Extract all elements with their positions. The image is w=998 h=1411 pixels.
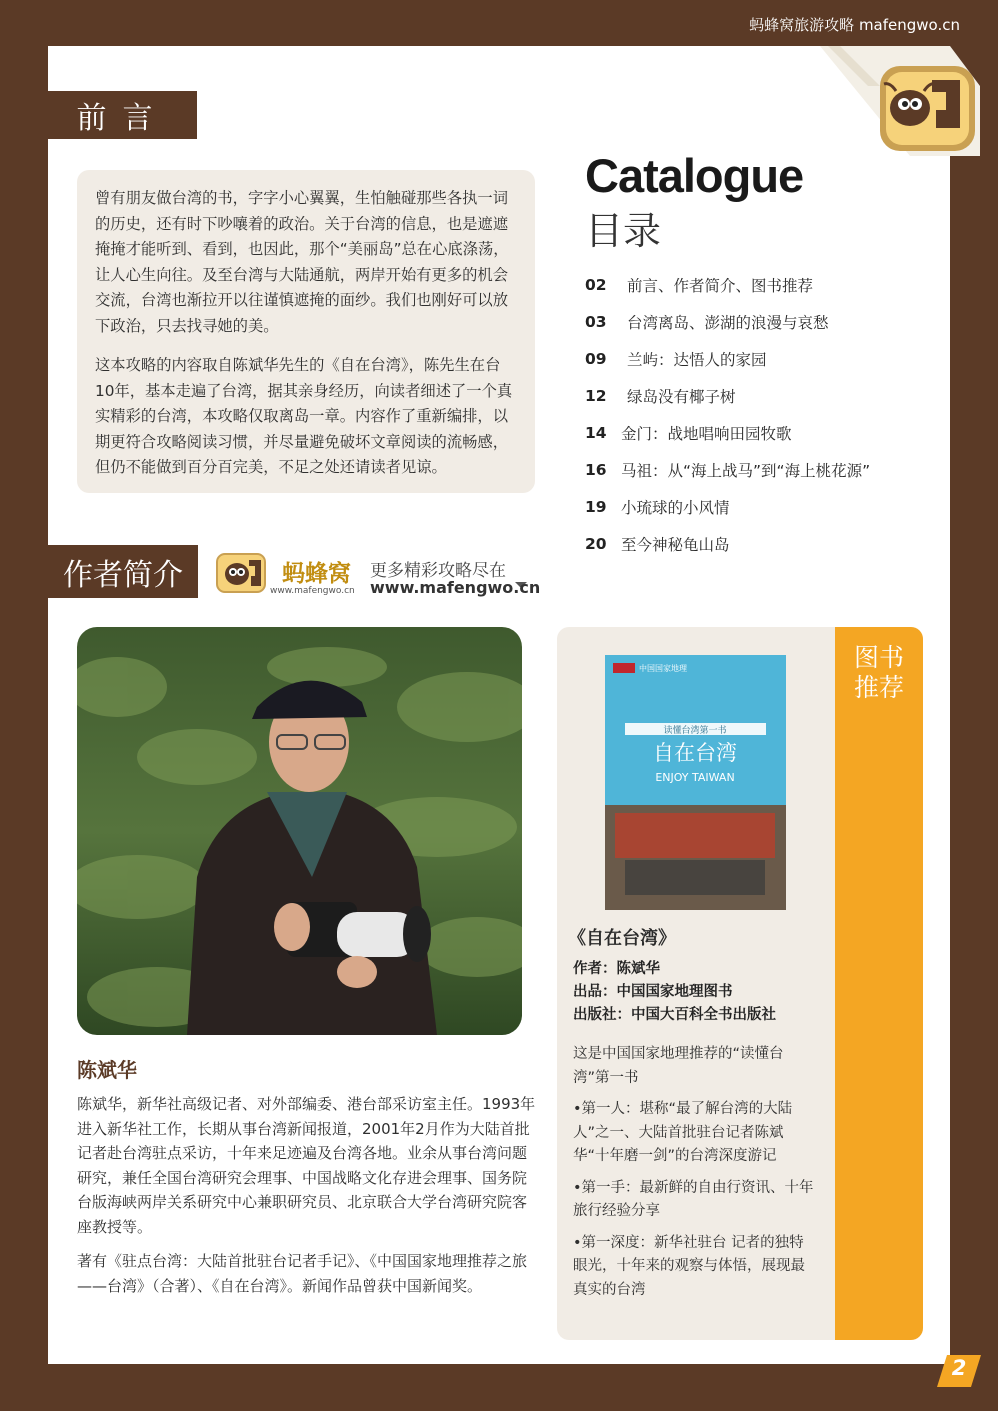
book-panel-label-line1: 图书 — [853, 643, 904, 672]
book-panel-strip — [835, 627, 923, 1340]
page-number: 2 — [951, 1356, 967, 1380]
catalogue-item-title: 马祖：从“海上战马”到“海上桃花源” — [621, 462, 871, 480]
catalogue-title-cn: 目录 — [585, 209, 662, 253]
catalogue-item[interactable] — [585, 458, 870, 482]
book-panel-label — [835, 643, 923, 703]
promo-url[interactable]: www.mafengwo.cn — [370, 578, 541, 597]
preface-heading: 前言 — [48, 91, 197, 139]
book-cover-title: 自在台湾 — [653, 741, 737, 765]
catalogue-item-title: 前言、作者简介、图书推荐 — [627, 277, 814, 295]
book-meta — [573, 958, 833, 1027]
catalogue-item-title: 金门：战地唱响田园牧歌 — [621, 425, 792, 443]
author-heading: 作者简介 — [48, 545, 198, 598]
catalogue-item-page: 19 — [585, 498, 607, 516]
promo-brand[interactable]: 蚂蜂窝 — [282, 561, 351, 587]
catalogue-item-title: 绿岛没有椰子树 — [627, 388, 736, 406]
book-description-item: •第一深度：新华社驻台 记者的独特眼光，十年来的观察与体悟，展现最真实的台湾 — [573, 1234, 805, 1298]
book-description-item: •第一手：最新鲜的自由行资讯、十年旅行经验分享 — [573, 1179, 814, 1219]
book-panel-label-line2: 推荐 — [853, 673, 904, 702]
catalogue-item-title: 至今神秘龟山岛 — [621, 536, 730, 554]
book-cover-publisher: 中国国家地理 — [639, 664, 687, 673]
catalogue-item-title: 小琉球的小风情 — [621, 499, 730, 517]
author-bio — [77, 1092, 537, 1308]
book-producer: 出品：中国国家地理图书 — [573, 984, 733, 1000]
catalogue-item-page: 16 — [585, 461, 607, 479]
preface-paragraph-1: 曾有朋友做台湾的书，字字小心翼翼，生怕触碰那些各执一词的历史，还有时下吵嚷着的政治。关于台湾的信息，也是遮遮掩掩才能听到、看到，也因此，那个“美丽岛”总在心底涤荡，让人心生向往。及至台湾与大陆通航，两岸开始有更多的机会交流，台湾也渐拉开以往谨慎遮掩的面纱。我们也刚好可以放下政治，只去找寻她的美。 — [95, 189, 509, 335]
catalogue-item[interactable] — [585, 384, 736, 408]
preface-paragraph-2: 这本攻略的内容取自陈斌华先生的《自在台湾》，陈先生在台10年，基本走遍了台湾，据其亲身经历，向读者细述了一个真实精彩的台湾，本攻略仅取离岛一章。内容作了重新编排，以期更符合攻略阅读习惯，并尽量避免破坏文章阅读的流畅感，但仍不能做到百分百完美，不足之处还请读者见谅。 — [95, 356, 513, 476]
book-cover-image[interactable] — [605, 655, 786, 910]
book-author: 作者：陈斌华 — [573, 961, 660, 977]
author-photo — [77, 627, 522, 1035]
catalogue-item-page: 12 — [585, 387, 607, 405]
catalogue-item[interactable] — [585, 495, 730, 519]
preface-box — [77, 170, 535, 493]
author-bio-paragraph-1: 陈斌华，新华社高级记者、对外部编委、港台部采访室主任。1993年进入新华社工作，长期从事台湾新闻报道，2001年2月作为大陆首批记者赴台湾驻点采访，十年来足迹遍及台湾各地。业余从事台湾问题研究，兼任全国台湾研究会理事、中国战略文化存进会理事、国务院台版海峡两岸关系研究中心兼职研究员、北京联合大学台湾研究院客座教授等。 — [77, 1095, 536, 1236]
catalogue-item-page: 09 — [585, 350, 607, 368]
book-publisher: 出版社：中国大百科全书出版社 — [573, 1007, 776, 1023]
catalogue-title-en: Catalogue — [585, 149, 804, 202]
book-description — [573, 1043, 818, 1310]
author-name: 陈斌华 — [77, 1058, 137, 1082]
catalogue-item[interactable] — [585, 532, 730, 556]
book-title: 《自在台湾》 — [568, 928, 676, 949]
catalogue-item[interactable] — [585, 310, 829, 334]
catalogue-item[interactable] — [585, 347, 767, 371]
promo-sub-url[interactable]: www.mafengwo.cn — [270, 586, 355, 596]
catalogue-item-page: 14 — [585, 424, 607, 442]
promo-text: 更多精彩攻略尽在 — [370, 561, 506, 581]
book-description-item: •第一人：堪称“最了解台湾的大陆人”之一、大陆首批驻台记者陈斌华“十年磨一剑”的台湾深度游记 — [573, 1101, 793, 1164]
book-cover-title-en: ENJOY TAIWAN — [655, 771, 735, 784]
book-description-item: 这是中国国家地理推荐的“读懂台湾”第一书 — [573, 1046, 784, 1086]
book-cover-tagline: 读懂台湾第一书 — [663, 726, 727, 736]
mafengwo-corner-logo-icon[interactable] — [820, 46, 980, 156]
catalogue-item-page: 02 — [585, 276, 607, 294]
catalogue-item[interactable] — [585, 273, 813, 297]
catalogue-item-page: 03 — [585, 313, 607, 331]
catalogue-item-page: 20 — [585, 535, 607, 553]
header-brand[interactable]: 蚂蜂窝旅游攻略 mafengwo.cn — [749, 16, 960, 34]
catalogue-item[interactable] — [585, 421, 792, 445]
author-bio-paragraph-2: 著有《驻点台湾：大陆首批驻台记者手记》、《中国国家地理推荐之旅——台湾》（合著）、《自在台湾》。新闻作品曾获中国新闻奖。 — [77, 1252, 528, 1295]
catalogue-item-title: 兰屿：达悟人的家园 — [627, 351, 767, 369]
catalogue-item-title: 台湾离岛、澎湖的浪漫与哀愁 — [627, 314, 829, 332]
